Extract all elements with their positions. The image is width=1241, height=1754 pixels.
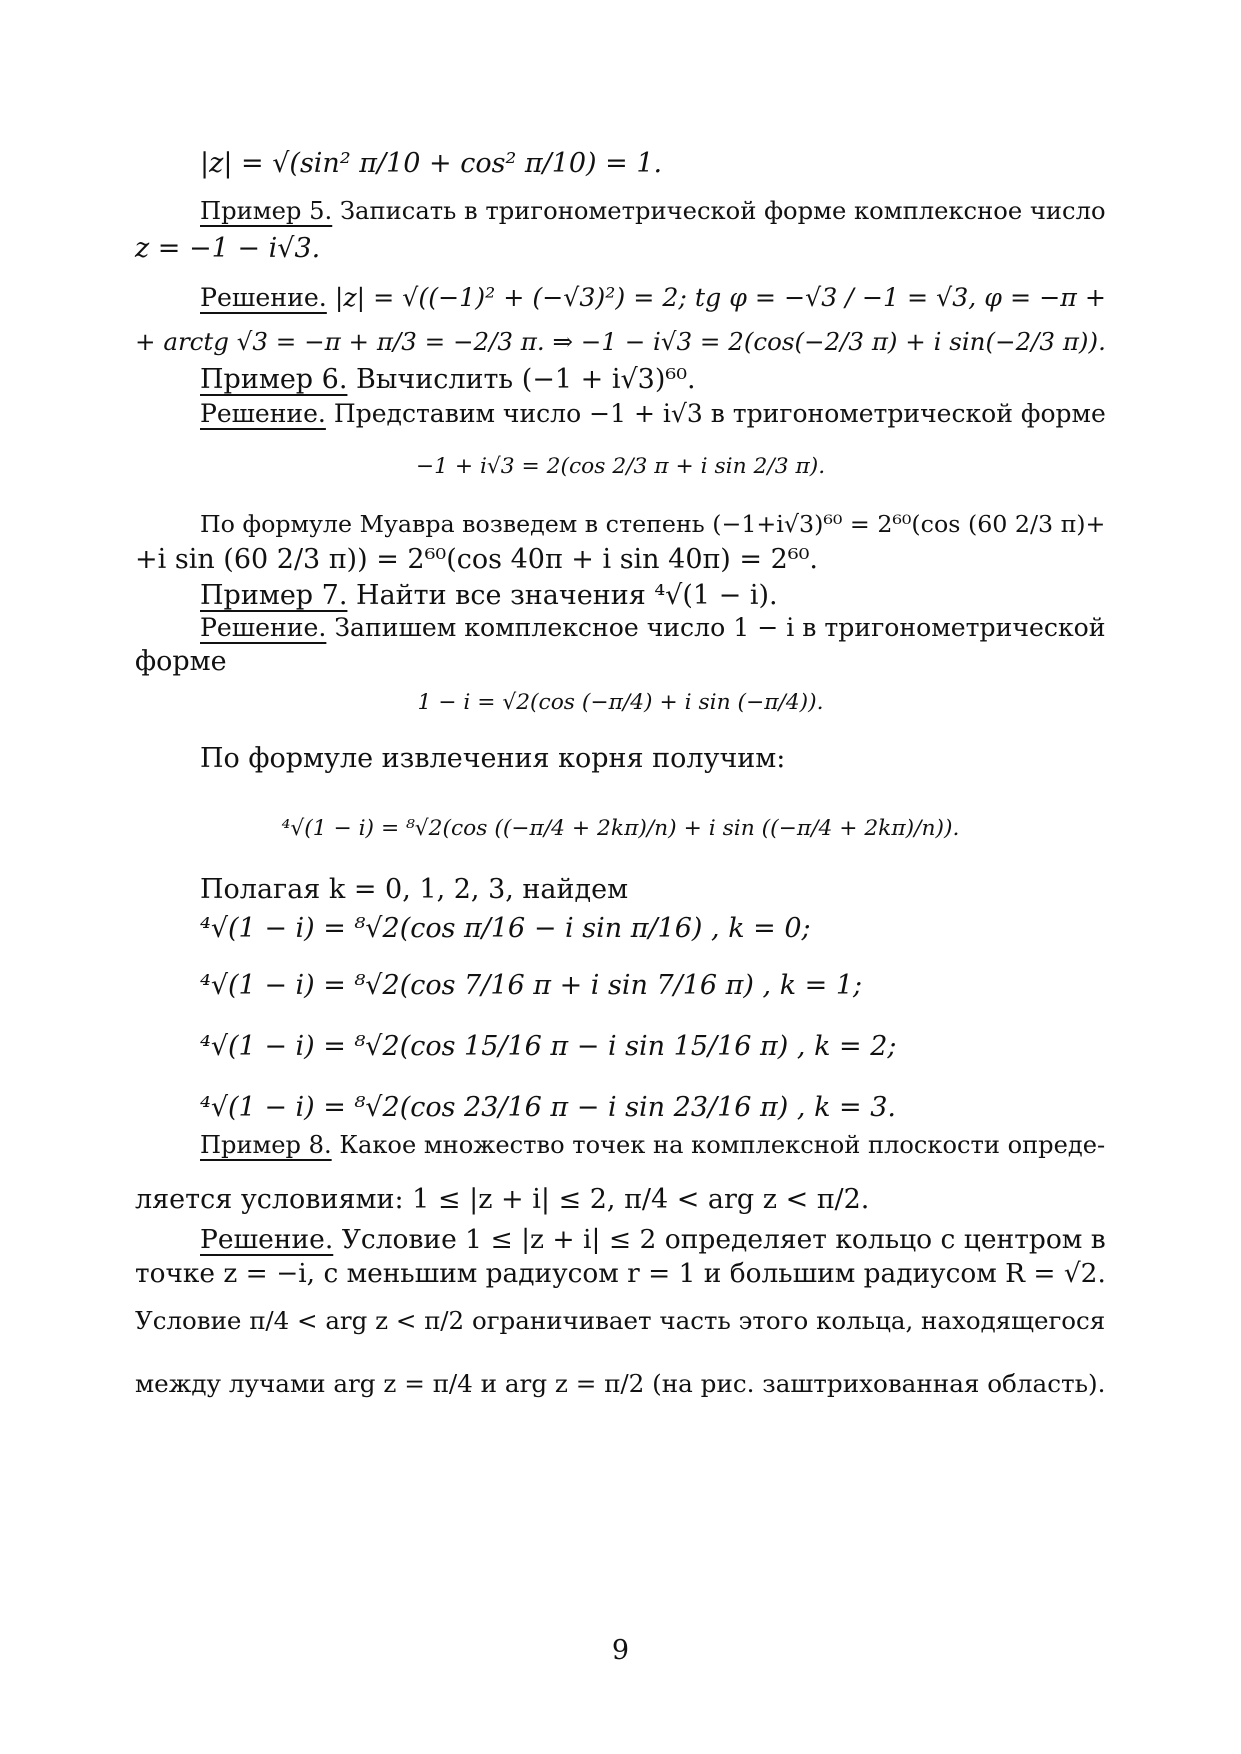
example-5-label: Пример 5. [200, 197, 333, 225]
solution-8-rays: между лучами arg z = π/4 и arg z = π/2 (на рис. заштрихованная область). [135, 1369, 1106, 1398]
moivre-line-2: +i sin (60 2/3 π)) = 2⁶⁰(cos 40π + i sin 40π) = 2⁶⁰. [135, 544, 818, 575]
example-8-text: Какое множество точек на комплексной плоскости опреде- [339, 1131, 1106, 1159]
solution-7-continued: форме [135, 646, 227, 677]
example-7-label: Пример 7. [200, 580, 348, 611]
solution-8-label: Решение. [200, 1224, 334, 1255]
example-6-text: Вычислить (−1 + i√3)⁶⁰. [356, 364, 696, 395]
solution-5-formula: |z| = √((−1)² + (−√3)²) = 2; tg φ = −√3 / −1 = √3, φ = −π + [334, 283, 1106, 312]
formula-modulus: |z| = √(sin² π/10 + cos² π/10) = 1. [200, 148, 663, 179]
example-8-conditions: ляется условиями: 1 ≤ |z + i| ≤ 2, π/4 < arg z < π/2. [135, 1184, 870, 1215]
example-5-z: z = −1 − i√3. [135, 233, 321, 264]
solution-5-line [200, 285, 1106, 310]
solution-6-line [200, 401, 1106, 426]
example-7-line [200, 582, 778, 609]
trig-form-1-minus-i: 1 − i = √2(cos (−π/4) + i sin (−π/4)). [417, 690, 824, 715]
solution-7-label: Решение. [200, 613, 327, 642]
example-6-line [200, 366, 696, 393]
example-5-text: Записать в тригонометрической форме комплексное число [339, 197, 1106, 225]
example-8-label: Пример 8. [200, 1131, 332, 1159]
solution-6-text: Представим число −1 + i√3 в тригонометрической форме [333, 399, 1106, 428]
trig-form-display: −1 + i√3 = 2(cos 2/3 π + i sin 2/3 π). [415, 454, 826, 479]
solution-7-text: Запишем комплексное число 1 − i в тригонометрической [334, 613, 1106, 642]
solution-8-arg-condition: Условие π/4 < arg z < π/2 ограничивает часть этого кольца, находящегося [135, 1306, 1106, 1335]
root-k0: ⁴√(1 − i) = ⁸√2(cos π/16 − i sin π/16) , k = 0; [200, 913, 811, 944]
solution-6-label: Решение. [200, 399, 326, 428]
example-5-line [200, 199, 1106, 223]
root-general-formula: ⁴√(1 − i) = ⁸√2(cos ((−π/4 + 2kπ)/n) + i sin ((−π/4 + 2kπ)/n)). [281, 816, 960, 841]
root-formula-intro: По формуле извлечения корня получим: [200, 743, 786, 774]
solution-8-line [200, 1224, 1106, 1255]
solution-7-line [200, 615, 1106, 640]
solution-5-result: + arctg √3 = −π + π/3 = −2/3 π. ⇒ −1 − i√3 = 2(cos(−2/3 π) + i sin(−2/3 π)). [135, 327, 1106, 356]
example-8-line [200, 1133, 1105, 1157]
example-6-label: Пример 6. [200, 364, 348, 395]
moivre-line-1: По формуле Муавра возведем в степень (−1+i√3)⁶⁰ = 2⁶⁰(cos (60 2/3 π)+ [200, 510, 1106, 538]
example-7-text: Найти все значения ⁴√(1 − i). [356, 580, 778, 611]
root-k3: ⁴√(1 − i) = ⁸√2(cos 23/16 π − i sin 23/16 π) , k = 3. [200, 1092, 896, 1123]
solution-8-text: Условие 1 ≤ |z + i| ≤ 2 определяет кольцо с центром в [341, 1224, 1106, 1255]
root-k1: ⁴√(1 − i) = ⁸√2(cos 7/16 π + i sin 7/16 π) , k = 1; [200, 970, 863, 1001]
root-k2: ⁴√(1 − i) = ⁸√2(cos 15/16 π − i sin 15/16 π) , k = 2; [200, 1031, 897, 1062]
solution-5-label: Решение. [200, 283, 327, 312]
k-values-intro: Полагая k = 0, 1, 2, 3, найдем [200, 874, 629, 905]
page-number: 9 [611, 1635, 630, 1666]
solution-8-radii: точке z = −i, с меньшим радиусом r = 1 и большим радиусом R = √2. [135, 1259, 1106, 1289]
